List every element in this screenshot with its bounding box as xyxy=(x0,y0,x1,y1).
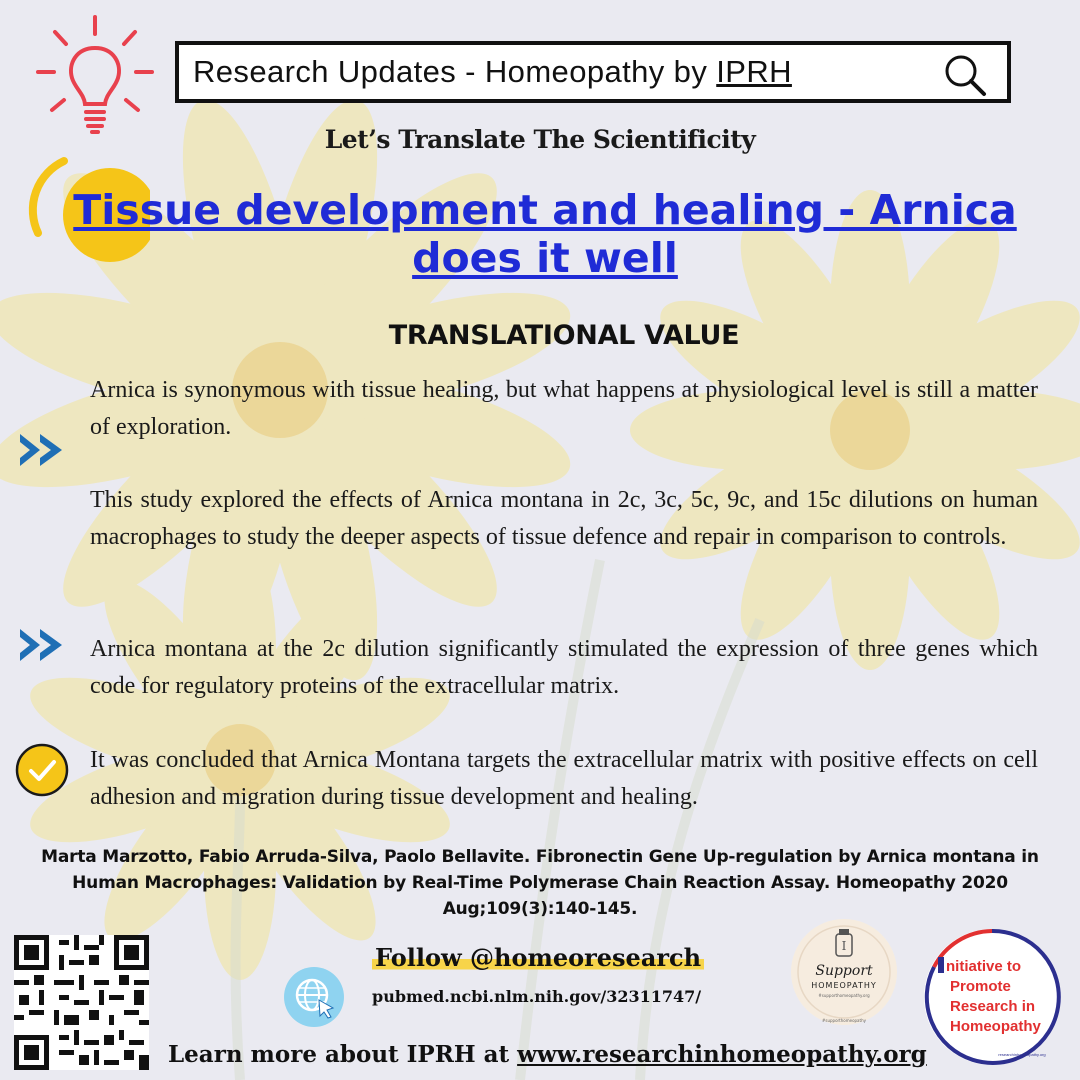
paragraph-4: It was concluded that Arnica Montana targets the extracellular matrix with positive effects on cell adhesion and migration during tissue development and healing. xyxy=(90,747,1038,810)
initiative-line3: Research in xyxy=(950,998,1036,1015)
initiative-badge xyxy=(922,927,1062,1067)
svg-text:I: I xyxy=(841,939,847,953)
paragraph-2: This study explored the effects of Arnica montana in 2c, 3c, 5c, 9c, and 15c dilutions on human macrophages to study the deeper aspects of tissue defence and repair in comparison to controls. xyxy=(90,487,1038,550)
banner-title xyxy=(193,54,792,90)
paragraph-1: Arnica is synonymous with tissue healing, but what happens at physiological level is still a matter of exploration. xyxy=(90,377,1038,440)
paragraph-3: Arnica montana at the 2c dilution significantly stimulated the expression of three genes which code for regulatory proteins of the extracellular matrix. xyxy=(90,636,1038,699)
follow-handle[interactable]: Follow @homeoresearch xyxy=(372,943,704,972)
headline-line-2: does it well xyxy=(412,234,678,282)
website-link[interactable]: www.researchinhomeopathy.org xyxy=(517,1041,927,1068)
double-chevron-icon xyxy=(18,430,66,470)
support-homeopathy-badge xyxy=(790,918,898,1026)
qr-code[interactable] xyxy=(14,935,149,1070)
headline xyxy=(60,186,1030,282)
pubmed-link[interactable]: pubmed.ncbi.nlm.nih.gov/32311747/ xyxy=(372,987,702,1006)
section-title: TRANSLATIONAL VALUE xyxy=(388,320,740,351)
banner-title-prefix: Research Updates - Homeopathy by xyxy=(193,54,717,89)
support-badge-hashtag: #supporthomeopathy xyxy=(822,1018,866,1023)
initiative-line1: nitiative to xyxy=(946,958,1022,975)
support-badge-line1: Support xyxy=(815,963,873,979)
banner-title-org: IPRH xyxy=(716,54,792,89)
citation-line-1: Marta Marzotto, Fabio Arruda-Silva, Paolo Bellavite. Fibronectin Gene Up-regulation by Arnica montana in xyxy=(41,847,1039,867)
support-badge-line2: HOMEOPATHY xyxy=(811,981,877,990)
double-chevron-icon xyxy=(18,625,66,665)
globe-cursor-icon xyxy=(283,966,345,1028)
initiative-line2: Promote xyxy=(950,978,1011,995)
lightbulb-icon xyxy=(30,12,160,142)
learn-more xyxy=(168,1041,927,1068)
citation xyxy=(20,844,1060,922)
support-badge-url: #supporthomeopathy.org xyxy=(818,993,870,998)
citation-line-3: Aug;109(3):140-145. xyxy=(442,899,638,919)
citation-line-2: Human Macrophages: Validation by Real-Time Polymerase Chain Reaction Assay. Homeopathy 2020 xyxy=(72,873,1008,893)
headline-line-1: Tissue development and healing - Arnica xyxy=(73,186,1017,234)
magnifier-icon xyxy=(943,53,987,97)
title-banner xyxy=(175,41,1011,103)
initiative-line4: Homeopathy xyxy=(950,1018,1041,1035)
learn-more-prefix: Learn more about IPRH at xyxy=(168,1041,518,1068)
check-circle-icon xyxy=(14,742,70,798)
initiative-site: researchinhomeopathy.org xyxy=(998,1052,1046,1057)
tagline: Let’s Translate The Scientificity xyxy=(324,125,756,154)
